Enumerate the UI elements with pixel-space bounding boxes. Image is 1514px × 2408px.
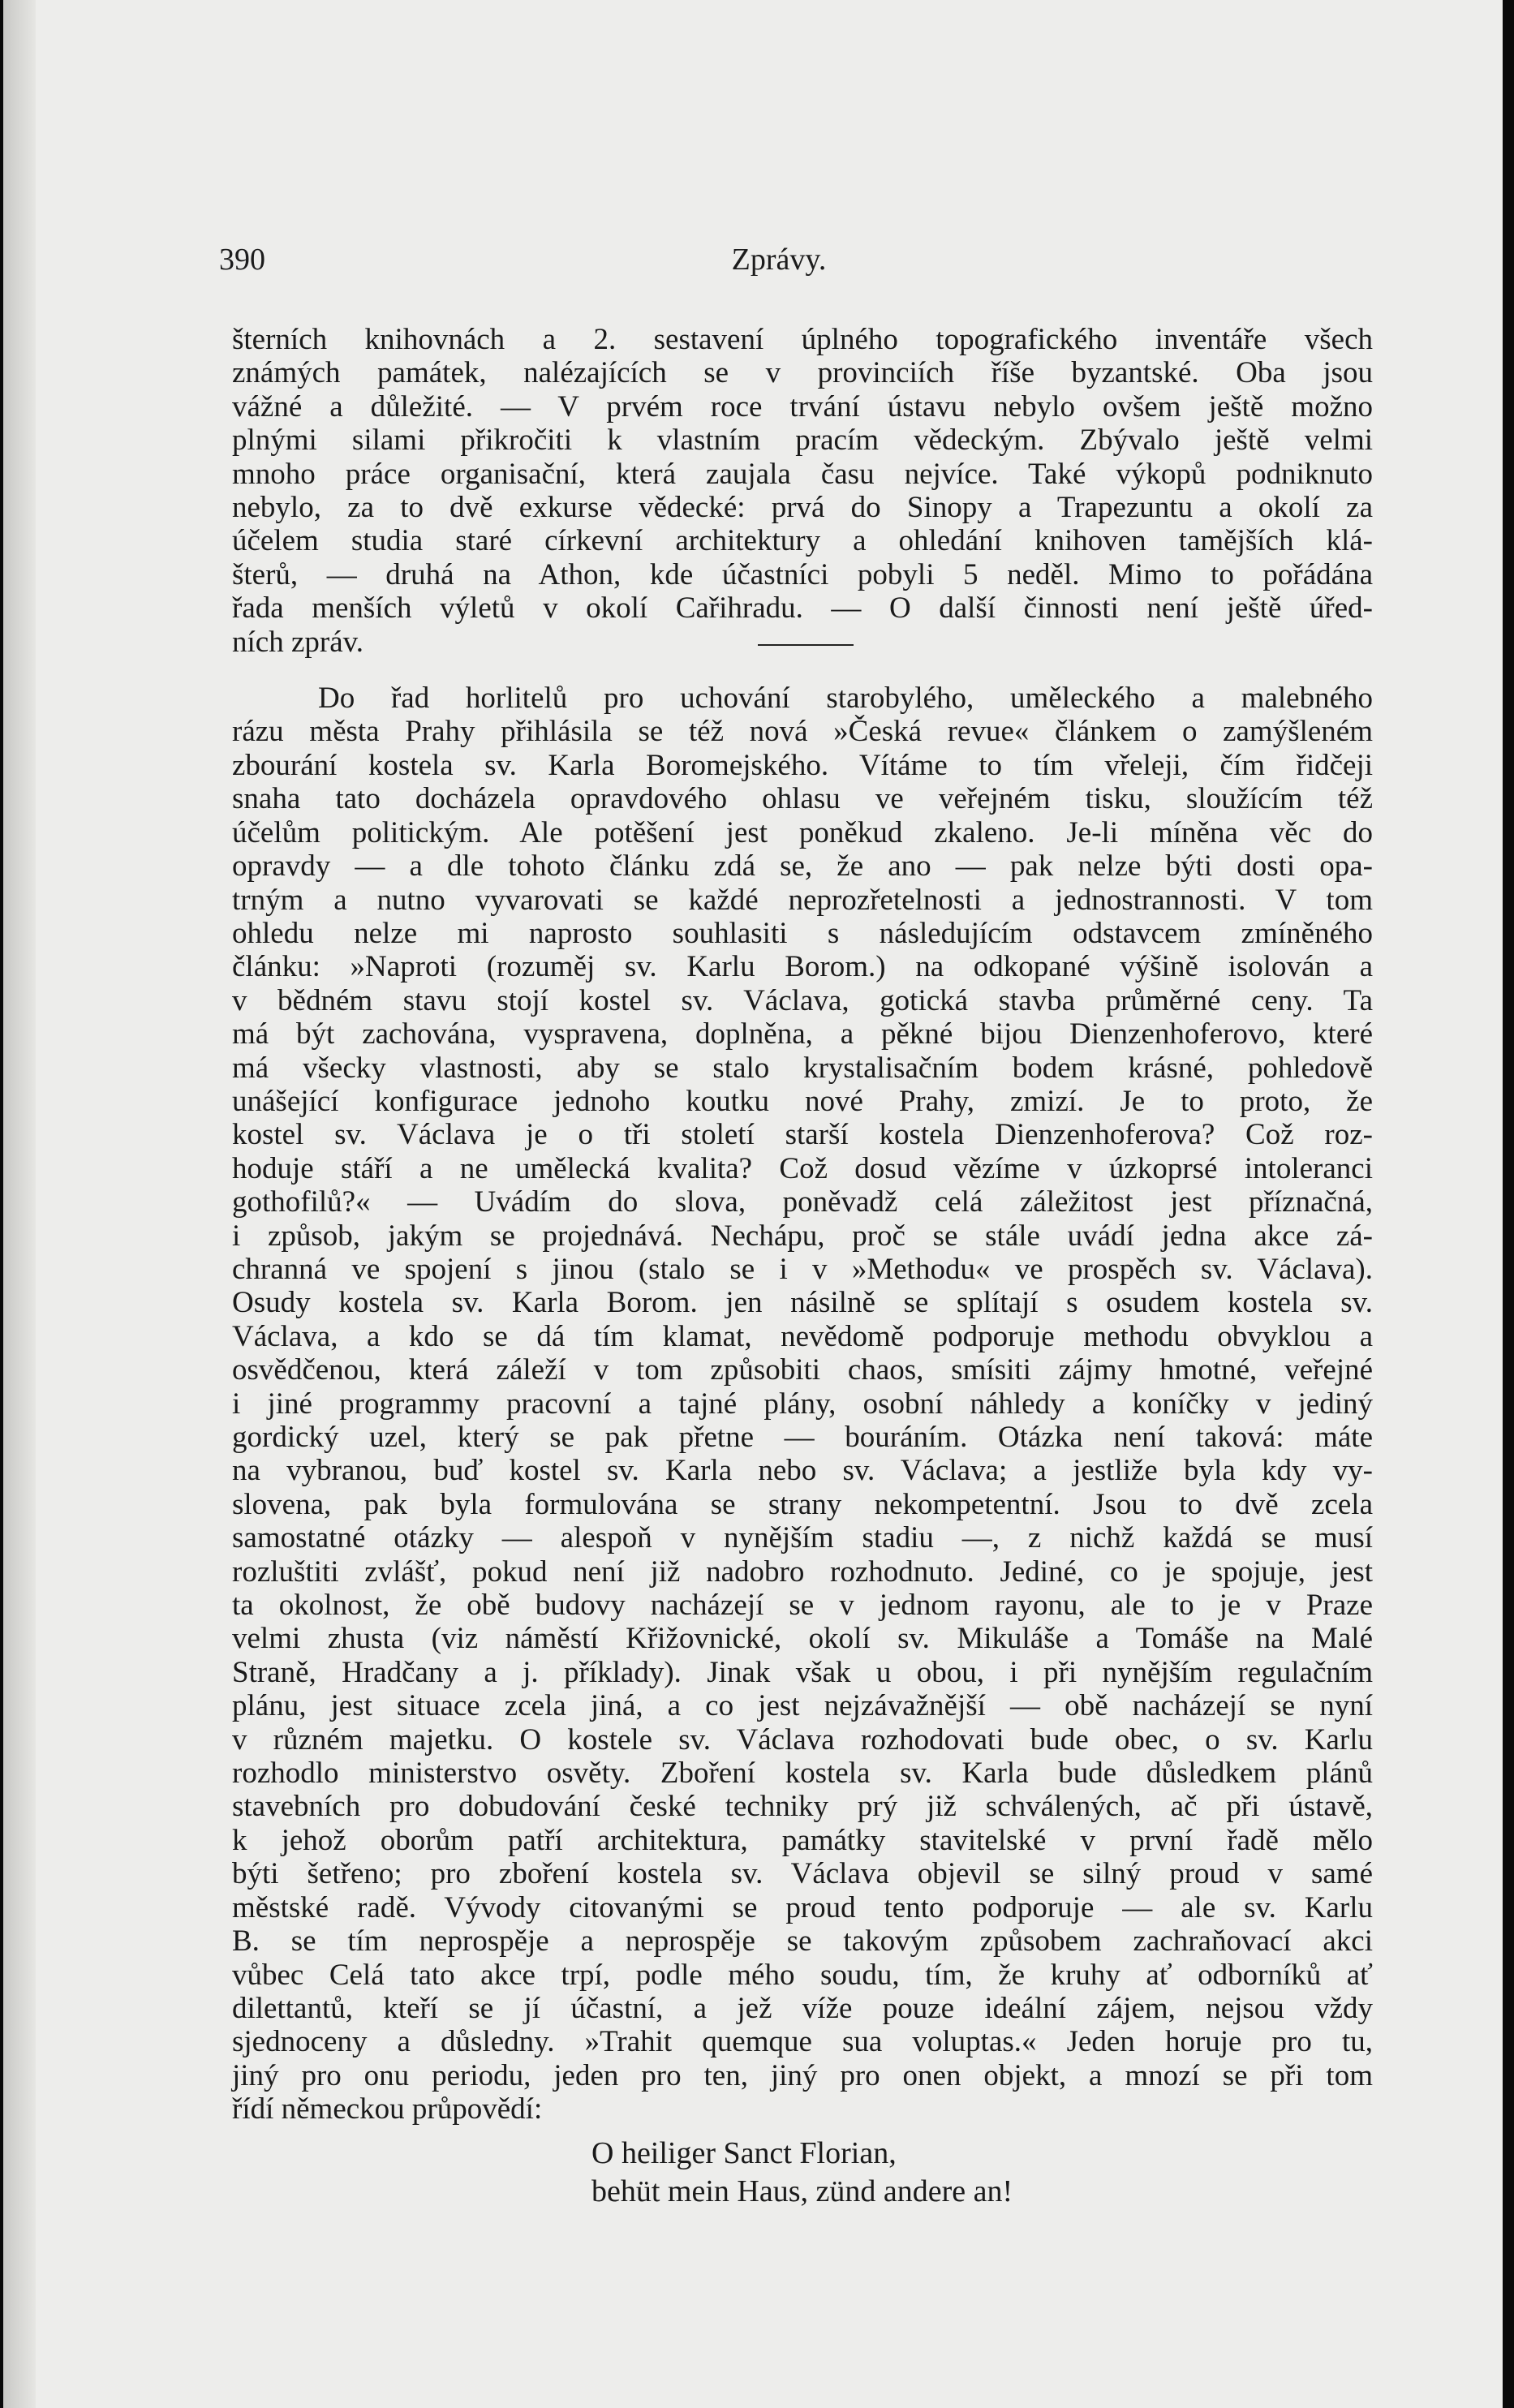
text-line: slovena, pak byla formulována se strany nekompetentní. Jsou to dvě zcela <box>232 1487 1373 1521</box>
text-line: i způsob, jakým se projednává. Nechápu, proč se stále uvádí jedna akce zá- <box>232 1219 1373 1253</box>
text-line: rázu města Prahy přihlásila se též nová »Česká revue« článkem o zamýšleném <box>232 715 1373 749</box>
text-line: k jehož oborům patří architektura, památky stavitelské v první řadě mělo <box>232 1823 1373 1857</box>
section-separator <box>232 659 1373 682</box>
separator-rule <box>758 644 854 646</box>
text-line: sjednoceny a důsledny. »Trahit quemque sua voluptas.« Jeden horuje pro tu, <box>232 2025 1373 2059</box>
text-line: býti šetřeno; pro zboření kostela sv. Václava objevil se silný proud v samé <box>232 1857 1373 1891</box>
text-line: řada menších výletů v okolí Cařihradu. — O další činnosti není ještě úřed- <box>232 591 1373 626</box>
text-line: dilettantů, kteří se jí účastní, a jež víže pouze ideální zájem, nejsou vždy <box>232 1991 1373 2025</box>
text-line: opravdy — a dle tohoto článku zdá se, že ano — pak nelze býti dosti opa- <box>232 849 1373 884</box>
text-line: ohledu nelze mi naprosto souhlasiti s následujícím odstavcem zmíněného <box>232 916 1373 950</box>
text-line: gordický uzel, který se pak přetne — bouráním. Otázka není taková: máte <box>232 1421 1373 1454</box>
text-line: Do řad horlitelů pro uchování starobylého, uměleckého a malebného <box>318 682 1373 716</box>
text-line: známých památek, nalézajících se v provinciích říše byzantské. Oba jsou <box>232 356 1373 390</box>
text-line: B. se tím neprospěje a neprospěje se takovým způsobem zachraňovací akci <box>232 1924 1373 1959</box>
text-line: účelem studia staré církevní architektury a ohledání knihoven tamějších klá- <box>232 524 1373 558</box>
text-line: ních zpráv. <box>232 625 363 659</box>
text-line: mnoho práce organisační, která zaujala času nejvíce. Také výkopů podniknuto <box>232 457 1373 491</box>
text-line: stavebních pro dobudování české techniky prý již schválených, ač při ústavě, <box>232 1790 1373 1824</box>
text-line: v různém majetku. O kostele sv. Václava rozhodovati bude obec, o sv. Karlu <box>232 1722 1373 1757</box>
text-line: městské radě. Vývody citovanými se proud tento podporuje — ale sv. Karlu <box>232 1890 1373 1924</box>
text-line: Straně, Hradčany a j. příklady). Jinak však u obou, i při nynějším regulačním <box>232 1655 1373 1689</box>
text-line: šterních knihovnách a 2. sestavení úplného topografického inventáře všech <box>232 323 1373 356</box>
paragraph-prague-churches <box>232 682 1373 2126</box>
page-spine-shadow <box>3 0 36 2408</box>
verse-line: O heiliger Sanct Florian, <box>591 2135 897 2170</box>
text-line: rozhodlo ministerstvo osvěty. Zboření kostela sv. Karla bude důsledkem plánů <box>232 1757 1373 1791</box>
text-line: chranná ve spojení s jinou (stalo se i v »Methodu« ve prospěch sv. Václava). <box>232 1252 1373 1286</box>
body-text <box>232 323 1373 2211</box>
text-line: má být zachována, vyspravena, doplněna, a pěkné bijou Dienzenhoferovo, které <box>232 1017 1373 1051</box>
text-line: snaha tato docházela opravdového ohlasu ve veřejném tisku, sloužícím též <box>232 782 1373 816</box>
text-line: osvědčenou, která záleží v tom způsobiti chaos, smísiti zájmy hmotné, veřejné <box>232 1353 1373 1387</box>
text-line: plánu, jest situace zcela jiná, a co jest nejzávažnější — obě nacházejí se nyní <box>232 1689 1373 1723</box>
verse-quote <box>232 2135 1373 2211</box>
text-line: na vybranou, buď kostel sv. Karla nebo sv. Václava; a jestliže byla kdy vy- <box>232 1454 1373 1488</box>
text-line: gothofilů?« — Uvádím do slova, poněvadž celá záležitost jest příznačná, <box>232 1185 1373 1219</box>
text-line: vážné a důležité. — V prvém roce trvání ústavu nebylo ovšem ještě možno <box>232 389 1373 424</box>
running-head: Zprávy. <box>731 243 827 277</box>
text-line: nebylo, za to dvě exkurse vědecké: prvá do Sinopy a Trapezuntu a okolí za <box>232 491 1373 525</box>
text-line: hoduje stáří a ne umělecká kvalita? Což dosud vězíme v úzkoprsé intoleranci <box>232 1151 1373 1185</box>
text-line: Osudy kostela sv. Karla Borom. jen násilně se splítají s osudem kostela sv. <box>232 1286 1373 1320</box>
text-line: účelům politickým. Ale potěšení jest poněkud zkaleno. Je-li míněna věc do <box>232 815 1373 849</box>
text-line: v bědném stavu stojí kostel sv. Václava, gotická stavba průměrné ceny. Ta <box>232 983 1373 1017</box>
text-line: zbourání kostela sv. Karla Boromejského. Vítáme to tím vřeleji, čím řidčeji <box>232 748 1373 782</box>
text-line: jiný pro onu periodu, jeden pro ten, jiný pro onen objekt, a mnozí se při tom <box>232 2058 1373 2092</box>
text-line: velmi zhusta (viz náměstí Křižovnické, okolí sv. Mikuláše a Tomáše na Malé <box>232 1622 1373 1656</box>
text-line: samostatné otázky — alespoň v nynějším stadiu —, z nichž každá se musí <box>232 1521 1373 1555</box>
text-line: i jiné programmy pracovní a tajné plány, osobní náhledy a koníčky v jediný <box>232 1387 1373 1421</box>
text-line: kostel sv. Václava je o tři století starší kostela Dienzenhoferova? Což roz- <box>232 1118 1373 1152</box>
text-line: unášející konfigurace jednoho koutku nové Prahy, zmizí. Je to proto, že <box>232 1084 1373 1118</box>
text-line: řídí německou průpovědí: <box>232 2092 543 2126</box>
text-line: článku: »Naproti (rozuměj sv. Karlu Borom.) na odkopané výšině isolován a <box>232 950 1373 984</box>
verse-line: behüt mein Haus, zünd andere an! <box>591 2174 1013 2208</box>
text-line: trným a nutno vyvarovati se každé neprozřetelnosti a jednostrannosti. V tom <box>232 883 1373 917</box>
text-line: vůbec Celá tato akce trpí, podle mého soudu, tím, že kruhy ať odborníků ať <box>232 1958 1373 1992</box>
paragraph-institute-report <box>232 323 1373 659</box>
text-line: ta okolnost, že obě budovy nacházejí se v jednom rayonu, ale to je v Praze <box>232 1589 1373 1623</box>
text-line: šterů, — druhá na Athon, kde účastníci pobyli 5 neděl. Mimo to pořádána <box>232 557 1373 591</box>
text-line: má všecky vlastnosti, aby se stalo krystalisačním bodem krásné, pohledově <box>232 1051 1373 1085</box>
text-line: Václava, a kdo se dá tím klamat, nevědomě podporuje methodu obvyklou a <box>232 1319 1373 1353</box>
text-line: rozluštiti zvlášť, pokud není již nadobro rozhodnuto. Jediné, co je spojuje, jest <box>232 1554 1373 1589</box>
page <box>3 0 1503 2408</box>
text-line: plnými silami přikročiti k vlastním pracím vědeckým. Zbývalo ještě velmi <box>232 424 1373 458</box>
page-header <box>219 242 1339 290</box>
page-number: 390 <box>219 243 265 277</box>
